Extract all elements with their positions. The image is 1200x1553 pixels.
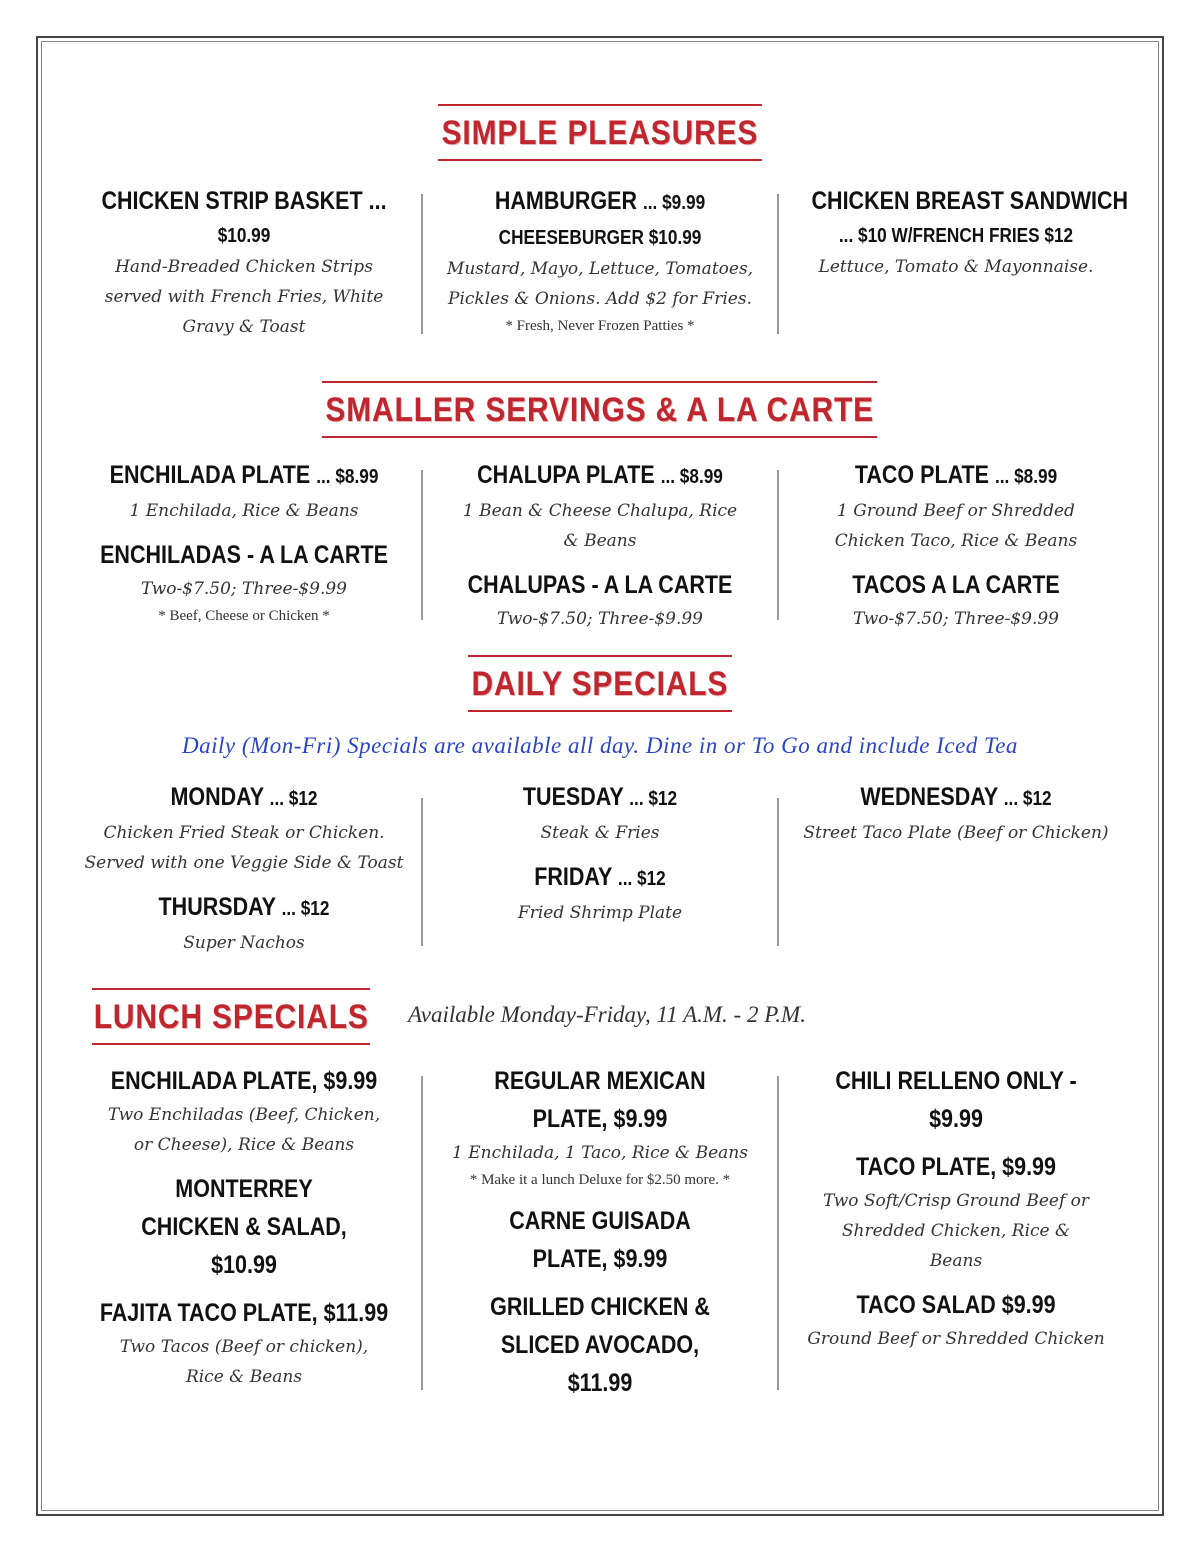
item-price: ... $12 — [281, 898, 330, 920]
lunch-column — [432, 1062, 768, 1402]
column-divider — [777, 470, 779, 620]
column-divider — [777, 194, 779, 334]
item-description: Two-$7.50; Three-$9.99 — [496, 609, 703, 629]
item-name: CHILI RELLENO ONLY - $9.99 — [835, 1067, 1077, 1133]
item-price: ... $9.99 — [642, 192, 706, 214]
menu-item — [788, 182, 1129, 282]
item-description: 1 Enchilada, Rice & Beans — [129, 501, 359, 521]
item-name: TACOS A LA CARTE — [852, 571, 1060, 599]
item-name: ENCHILADA PLATE — [109, 461, 311, 489]
item-price: ... $8.99 — [316, 466, 379, 488]
item-description: Two Tacos (Beef or chicken), Rice & Beans — [119, 1337, 369, 1387]
item-subtitle: CHEESEBURGER $10.99 — [498, 227, 702, 249]
section-title: DAILY SPECIALS — [468, 655, 732, 712]
item-description: Hand-Breaded Chicken Strips served with French Fries, White Gravy & Toast — [104, 257, 384, 337]
item-description: Chicken Fried Steak or Chicken. Served with one Veggie Side & Toast — [84, 823, 404, 873]
section-title: SIMPLE PLEASURES — [438, 104, 762, 161]
item-description: Two-$7.50; Three-$9.99 — [852, 609, 1059, 629]
menu-item — [788, 778, 1124, 848]
item-price: ... $12 — [617, 868, 666, 890]
item-name: TUESDAY — [522, 783, 624, 811]
item-description: Lettuce, Tomato & Mayonnaise. — [818, 257, 1094, 277]
item-name-line — [456, 858, 745, 898]
item-name: CHALUPA PLATE — [477, 461, 655, 489]
item-description: Ground Beef or Shredded Chicken — [807, 1329, 1105, 1349]
item-description: Steak & Fries — [540, 823, 660, 843]
item-price: ... $8.99 — [994, 466, 1058, 488]
item-name: FRIDAY — [534, 863, 612, 891]
column-divider — [421, 470, 423, 620]
item-name-line — [456, 456, 745, 496]
column-divider — [421, 194, 423, 334]
item-description: Mustard, Mayo, Lettuce, Tomatoes, Pickles & Onions. Add $2 for Fries. — [446, 259, 754, 309]
item-name: ENCHILADAS - A LA CARTE — [100, 541, 388, 569]
item-name: CHALUPAS - A LA CARTE — [467, 571, 733, 599]
item-name-line — [812, 456, 1101, 496]
menu-item — [76, 456, 412, 628]
item-description: 1 Bean & Cheese Chalupa, Rice & Beans — [462, 501, 738, 551]
item-name: THURSDAY — [158, 893, 276, 921]
item-name-line — [100, 888, 389, 928]
item-name: MONTERREY CHICKEN & SALAD, $10.99 — [141, 1175, 347, 1279]
item-note: * Fresh, Never Frozen Patties * — [505, 318, 695, 334]
item-description: Super Nachos — [183, 933, 305, 953]
item-name: TACO PLATE — [854, 461, 990, 489]
menu-item — [432, 778, 768, 928]
menu-item — [432, 456, 768, 634]
item-name: CARNE GUISADA PLATE, $9.99 — [509, 1207, 691, 1273]
item-name-line — [456, 778, 745, 818]
section-heading-lunch-specials — [92, 988, 408, 1045]
column-divider — [421, 798, 423, 946]
item-description: 1 Ground Beef or Shredded Chicken Taco, Rice & Beans — [834, 501, 1078, 551]
item-description: Two-$7.50; Three-$9.99 — [140, 579, 347, 599]
section-heading-simple-pleasures — [0, 104, 1200, 161]
item-name: MONDAY — [170, 783, 264, 811]
item-description: Two Enchiladas (Beef, Chicken, or Cheese), Rice & Beans — [107, 1105, 381, 1155]
section-heading-smaller-servings — [0, 381, 1200, 438]
section-title: LUNCH SPECIALS — [92, 988, 370, 1045]
item-name: CHICKEN STRIP BASKET ... — [101, 187, 387, 215]
item-price: ... $12 — [629, 788, 678, 810]
item-name: ENCHILADA PLATE, $9.99 — [110, 1067, 378, 1095]
item-name-line — [100, 778, 389, 818]
lunch-column — [788, 1062, 1124, 1354]
item-price: ... $12 — [1003, 788, 1052, 810]
item-name: CHICKEN BREAST SANDWICH — [811, 187, 1129, 215]
item-note: * Beef, Cheese or Chicken * — [158, 608, 330, 624]
item-name: REGULAR MEXICAN PLATE, $9.99 — [494, 1067, 706, 1133]
item-description: 1 Enchilada, 1 Taco, Rice & Beans — [452, 1143, 748, 1163]
item-name: FAJITA TACO PLATE, $11.99 — [99, 1299, 389, 1327]
menu-item — [788, 456, 1124, 634]
column-divider — [777, 1076, 779, 1390]
item-price: $10.99 — [217, 225, 271, 247]
menu-item — [76, 182, 412, 342]
menu-item — [432, 182, 768, 338]
menu-item — [76, 778, 412, 958]
item-name: TACO SALAD $9.99 — [856, 1291, 1056, 1319]
lunch-column — [76, 1062, 412, 1392]
section-title: SMALLER SERVINGS & A LA CARTE — [322, 381, 878, 438]
item-subtitle: ... $10 W/FRENCH FRIES $12 — [838, 225, 1074, 247]
lunch-hours: Available Monday-Friday, 11 A.M. - 2 P.M. — [408, 1002, 806, 1027]
item-description: Fried Shrimp Plate — [517, 903, 683, 923]
item-description: Street Taco Plate (Beef or Chicken) — [803, 823, 1109, 843]
item-note: * Make it a lunch Deluxe for $2.50 more. * — [469, 1172, 731, 1188]
item-name-line — [812, 778, 1101, 818]
section-heading-daily-specials — [0, 655, 1200, 712]
item-name: WEDNESDAY — [860, 783, 998, 811]
item-price: ... $12 — [269, 788, 318, 810]
item-name-line — [100, 456, 389, 496]
item-name: HAMBURGER — [494, 187, 637, 215]
item-description: Two Soft/Crisp Ground Beef or Shredded Chicken, Rice & Beans — [822, 1191, 1090, 1271]
item-name: TACO PLATE, $9.99 — [856, 1153, 1056, 1181]
column-divider — [421, 1076, 423, 1390]
column-divider — [777, 798, 779, 946]
item-price: ... $8.99 — [660, 466, 723, 488]
item-name-line — [456, 182, 745, 222]
item-name: GRILLED CHICKEN & SLICED AVOCADO, $11.99 — [490, 1293, 710, 1397]
daily-specials-tagline: Daily (Mon-Fri) Specials are available all day. Dine in or To Go and include Iced Tea — [182, 733, 1018, 758]
